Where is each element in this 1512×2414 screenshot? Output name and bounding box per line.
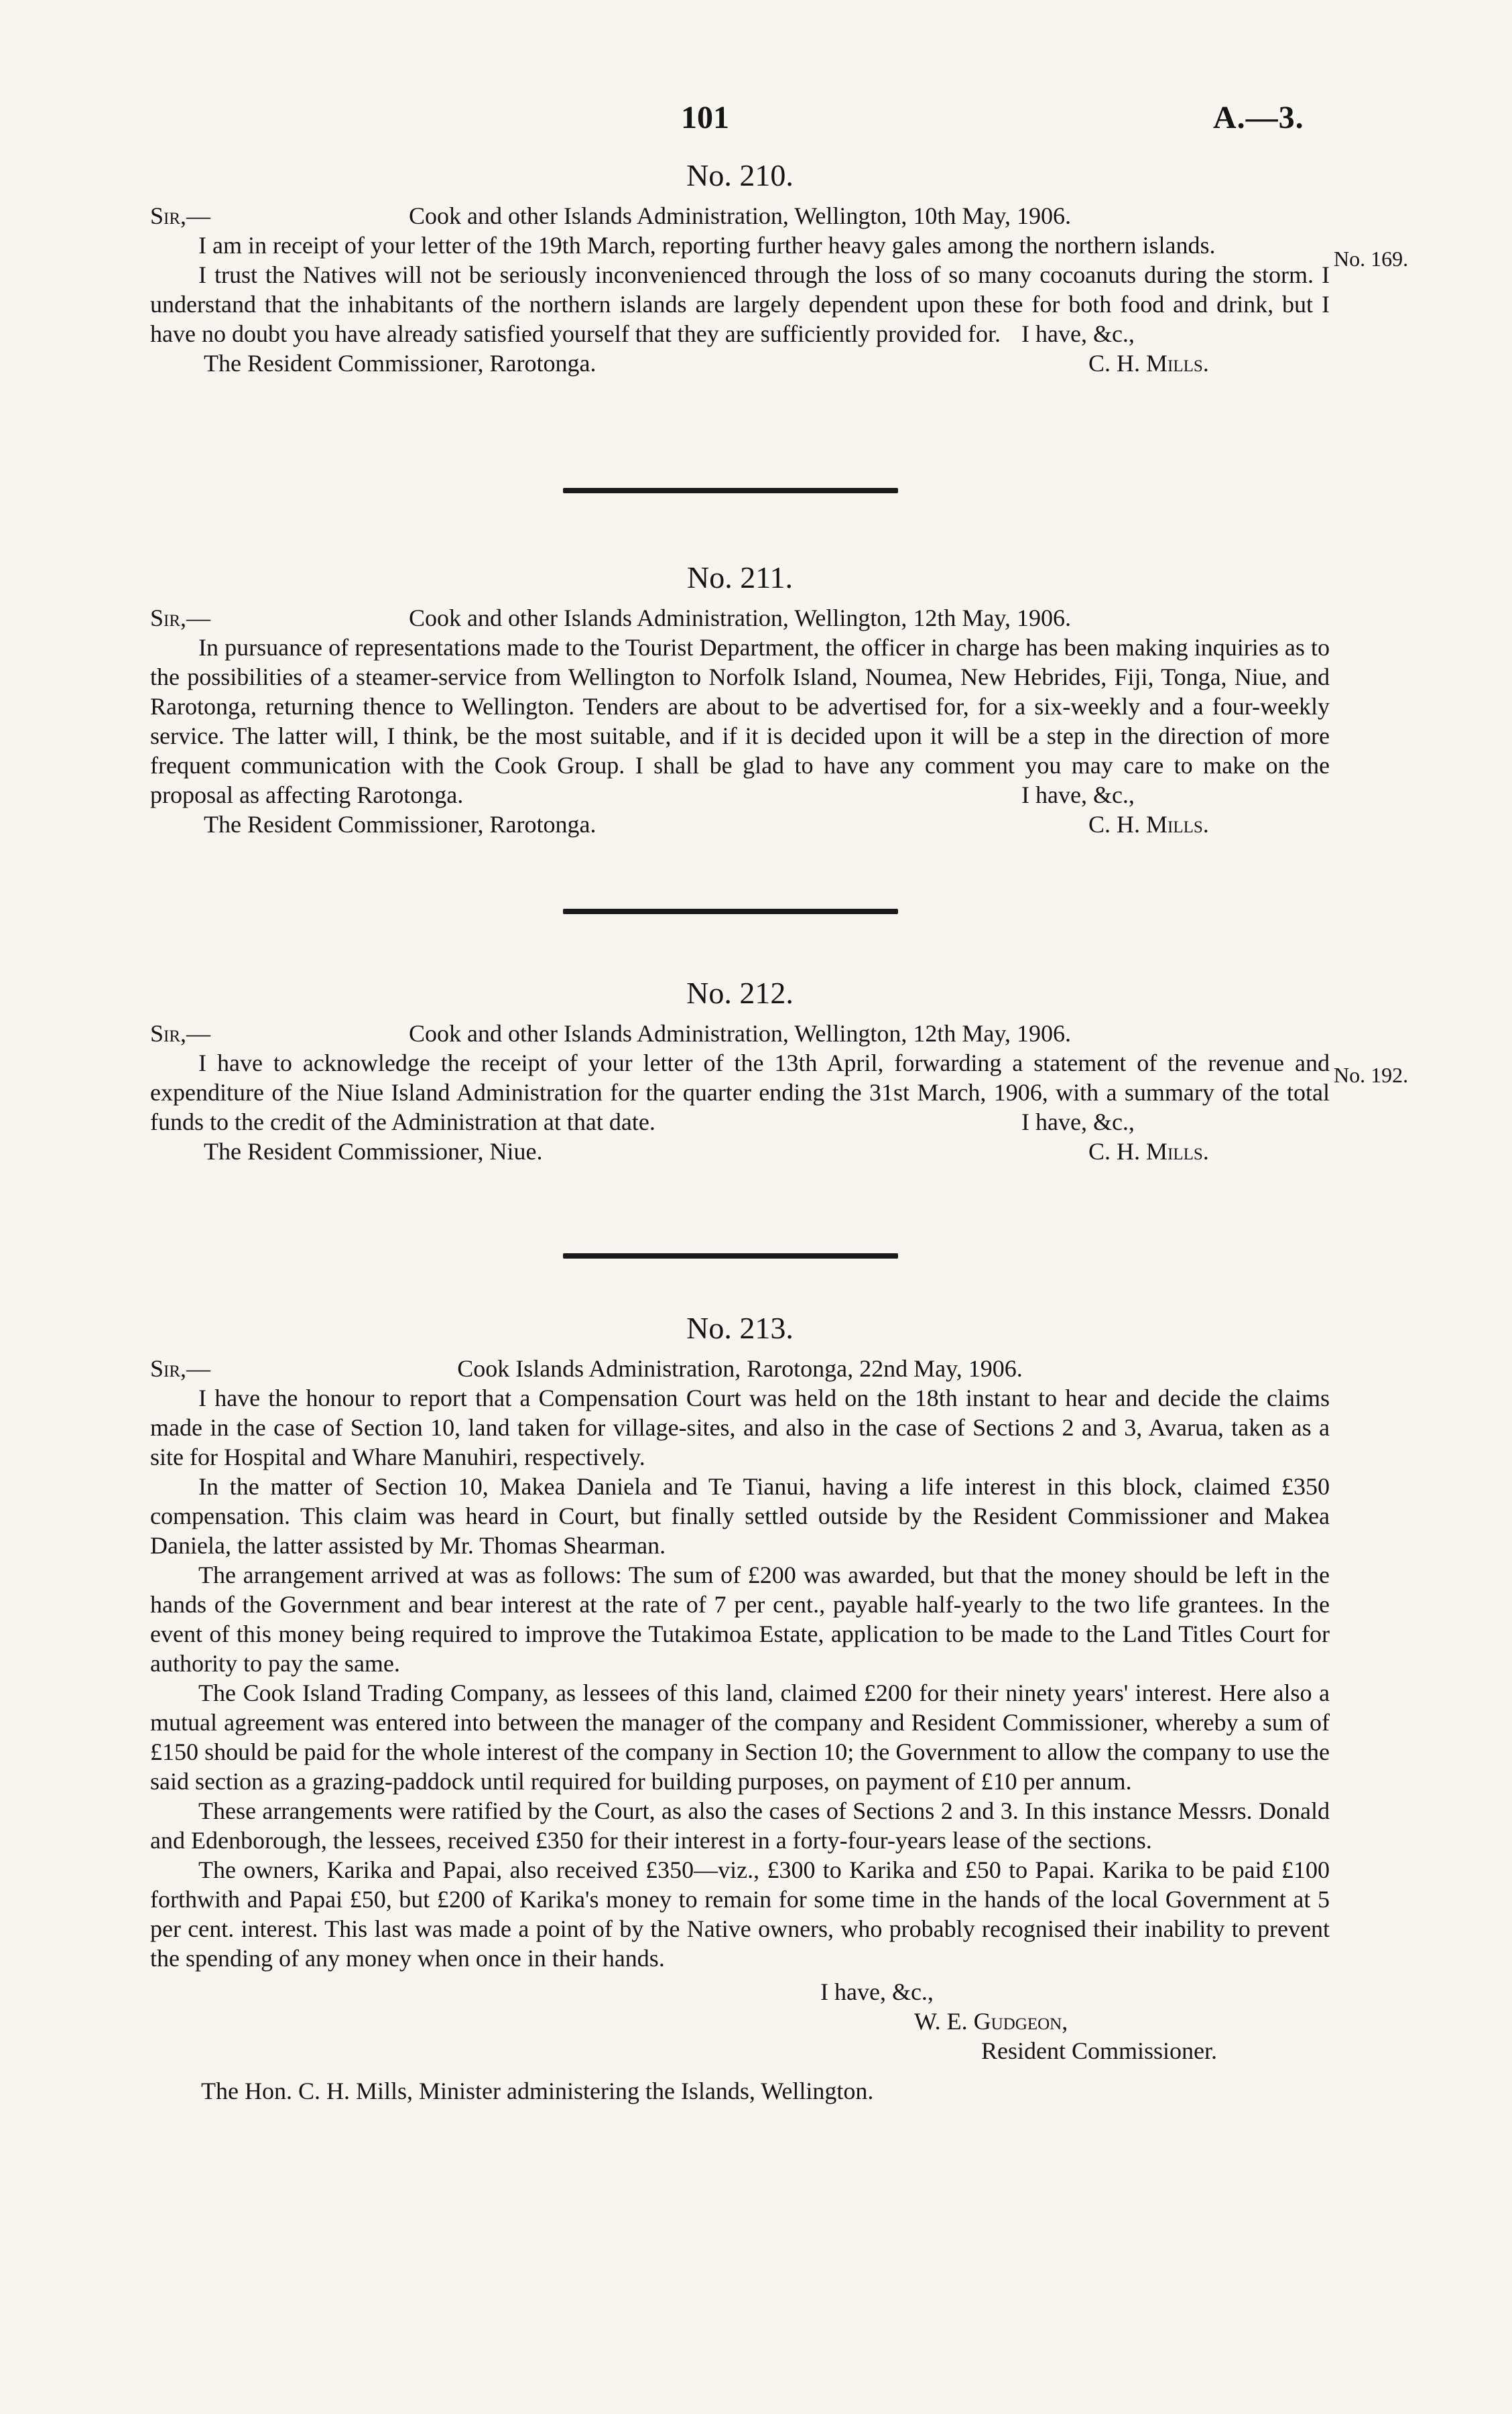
- salutation: Sir,—: [150, 1020, 211, 1047]
- letter-211: [150, 560, 1330, 839]
- signature: C. H. Mills.: [1088, 350, 1209, 377]
- paragraph: I have the honour to report that a Compensation Court was held on the 18th instant to hear and decide the claims made in the case of Section 10, land taken for village-sites, and also in the case of Sections 2 and 3, Avarua, taken as a site for Hospital and Whare Manuhiri, respectively.: [150, 1385, 1330, 1470]
- signature: C. H. Mills.: [1088, 1138, 1209, 1165]
- section-divider: [563, 488, 898, 493]
- section-divider: [563, 1253, 898, 1259]
- signature-title: Resident Commissioner.: [981, 2037, 1218, 2064]
- letter-number: No. 213.: [686, 1311, 794, 1345]
- paragraph: The arrangement arrived at was as follows: The sum of £200 was awarded, but that the money should be left in the hands of the Government and bear interest at the rate of 7 per cent., payable half-yearly to the two life grantees. In the event of this money being required to improve the Tutakimoa Estate, application to be made to the Land Titles Court for authority to pay the same.: [150, 1562, 1330, 1677]
- letter-number: No. 212.: [686, 976, 794, 1010]
- letter-213: [150, 1311, 1330, 2106]
- margin-note: No. 169.: [1334, 247, 1409, 271]
- addressee: The Resident Commissioner, Rarotonga.: [204, 350, 596, 377]
- paragraph: In pursuance of representations made to the Tourist Department, the officer in charge has been making inquiries as to the possibilities of a steamer-service from Wellington to Norfolk Island, Noumea, New Hebrides, Fiji, Tonga, Niue, and Rarotonga, returning thence to Wellington. Tenders are about to be advertised for, for a six-weekly and a four-weekly service. The latter will, I think, be the most suitable, and if it is decided upon it will be a step in the direction of more frequent communication with the Cook Group. I shall be glad to have any comment you may care to make on the proposal as affecting Rarotonga.: [150, 634, 1330, 808]
- closing-i-have: I have, &c.,: [1021, 320, 1135, 347]
- closing-i-have: I have, &c.,: [1021, 1108, 1135, 1135]
- paragraph: The Cook Island Trading Company, as lessees of this land, claimed £200 for their ninety years' interest. Here also a mutual agreement was entered into between the manager of the company and Resident Commissioner, whereby a sum of £150 should be paid for the whole interest of the company in Section 10; the Government to allow the company to use the said section as a grazing-paddock until required for building purposes, on payment of £10 per annum.: [150, 1679, 1330, 1795]
- letter-212: [150, 978, 1330, 1166]
- salutation: Sir,—: [150, 202, 211, 229]
- letter-number: No. 211.: [686, 560, 793, 594]
- paragraph: I trust the Natives will not be seriously inconvenienced through the loss of so many cocoanuts during the storm. I understand that the inhabitants of the northern islands are largely dependent upon these for both food and drink, but I have no doubt you have already satisfied yourself that they are sufficiently provided for.: [150, 261, 1330, 347]
- letter-number: No. 210.: [686, 158, 794, 192]
- dateline: Cook Islands Administration, Rarotonga, 22nd May, 1906.: [457, 1355, 1023, 1382]
- section-divider: [563, 909, 898, 914]
- paragraph: In the matter of Section 10, Makea Daniela and Te Tianui, having a life interest in this block, claimed £350 compensation. This claim was heard in Court, but finally settled outside by the Resident Commissioner and Makea Daniela, the latter assisted by Mr. Thomas Shearman.: [150, 1473, 1330, 1559]
- salutation: Sir,—: [150, 1355, 211, 1382]
- page-number: 101: [681, 100, 729, 135]
- closing-i-have: I have, &c.,: [1021, 781, 1135, 808]
- addressee: The Hon. C. H. Mills, Minister administering the Islands, Wellington.: [201, 2078, 874, 2104]
- dateline: Cook and other Islands Administration, Wellington, 12th May, 1906.: [408, 605, 1072, 631]
- signature: C. H. Mills.: [1088, 811, 1209, 838]
- signature-block: [150, 1977, 1330, 2066]
- paragraph: These arrangements were ratified by the Court, as also the cases of Sections 2 and 3. In this instance Messrs. Donald and Edenborough, the lessees, received £350 for their interest in a forty-four-years lease of the sections.: [150, 1797, 1330, 1854]
- document-reference: A.—3.: [1213, 100, 1304, 135]
- dateline: Cook and other Islands Administration, Wellington, 10th May, 1906.: [408, 202, 1072, 229]
- signature: W. E. Gudgeon,: [914, 2008, 1068, 2035]
- letter-210: [150, 158, 1330, 378]
- paragraph: I have to acknowledge the receipt of your letter of the 13th April, forwarding a statement of the revenue and expenditure of the Niue Island Administration for the quarter ending the 31st March, 1906, with a summary of the total funds to the credit of the Administration at that date.: [150, 1050, 1330, 1135]
- paragraph: I am in receipt of your letter of the 19th March, reporting further heavy gales among the northern islands.: [198, 232, 1216, 259]
- addressee: The Resident Commissioner, Niue.: [204, 1138, 543, 1165]
- dateline: Cook and other Islands Administration, Wellington, 12th May, 1906.: [408, 1020, 1072, 1047]
- margin-note: No. 192.: [1334, 1063, 1409, 1087]
- closing-i-have: I have, &c.,: [820, 1978, 934, 2005]
- salutation: Sir,—: [150, 605, 211, 631]
- addressee: The Resident Commissioner, Rarotonga.: [204, 811, 596, 838]
- paragraph: The owners, Karika and Papai, also received £350—viz., £300 to Karika and £50 to Papai. Karika to be paid £100 forthwith and Papai £50, but £200 of Karika's money to remain for some time in the hands of the local Government at 5 per cent. interest. This last was made a point of by the Native owners, who probably recognised their inability to prevent the spending of any money when once in their hands.: [150, 1856, 1330, 1972]
